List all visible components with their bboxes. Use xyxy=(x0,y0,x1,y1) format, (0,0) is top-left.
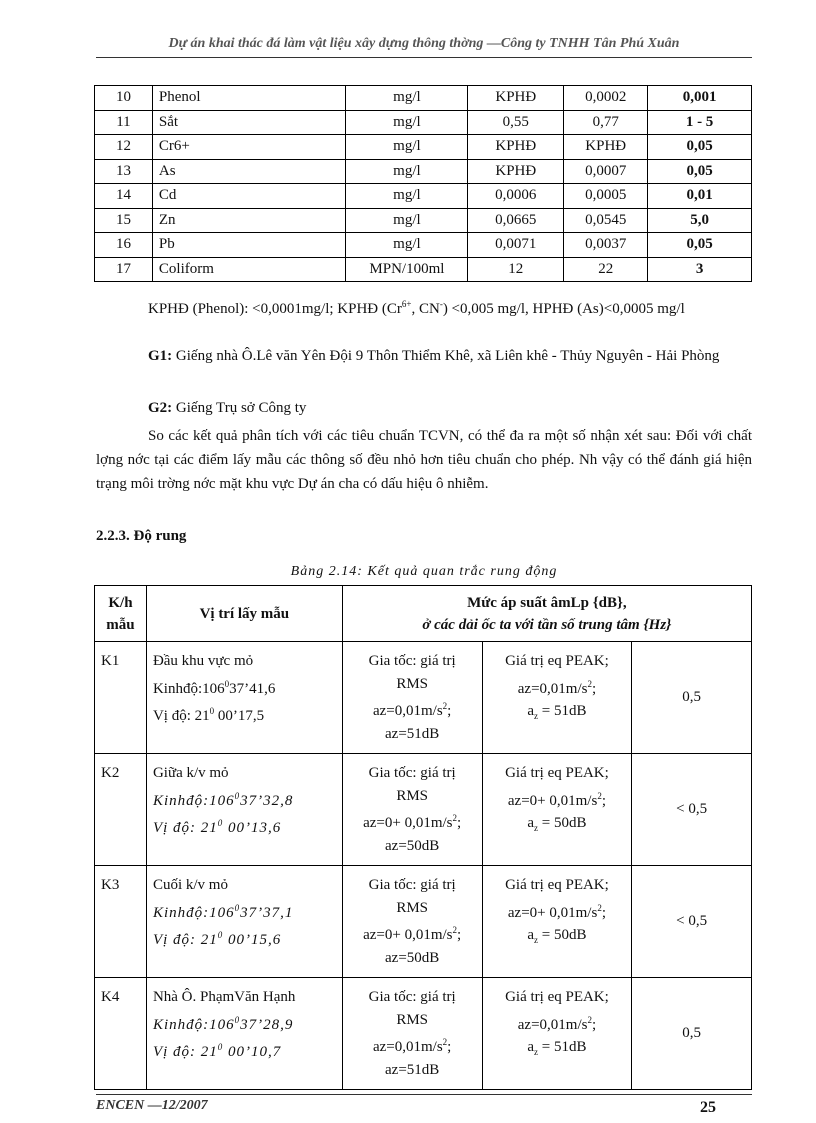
table-row xyxy=(95,257,752,282)
table-row xyxy=(95,754,752,866)
cell-value: 0,5 xyxy=(632,978,752,1090)
cell-no: 15 xyxy=(95,208,153,233)
cell-g1: 0,0071 xyxy=(468,233,564,258)
cell-unit: MPN/100ml xyxy=(346,257,468,282)
cell-location: Cuối k/v mỏ $Kinhđộ:106^037’37,1$ Vị độ: $21^0$ 00’15,6 xyxy=(146,866,342,978)
table-row xyxy=(95,159,752,184)
cell-g1: 12 xyxy=(468,257,564,282)
table-row xyxy=(95,233,752,258)
cell-unit: mg/l xyxy=(346,135,468,160)
table-caption: Bảng 2.14: Kết quả quan trắc rung động xyxy=(290,564,558,579)
g2-note: G2: Giếng Trụ sở Công ty xyxy=(148,400,307,416)
page-number: 25 xyxy=(700,1099,716,1116)
cell-no: 11 xyxy=(95,110,153,135)
cell-no: 12 xyxy=(95,135,153,160)
g1-note: G1: Giếng nhà Ô.Lê văn Yên Đội 9 Thôn Thiểm Khê, xã Liên khê - Thủy Nguyên - Hải Phòng xyxy=(148,348,720,364)
cell-rms: Gia tốc: giá trị RMS $az=0,01m/s^2$; az=51dB xyxy=(342,642,482,754)
water-quality-table xyxy=(94,85,752,282)
header-location: Vị trí lấy mẫu xyxy=(146,586,342,642)
cell-rms: Gia tốc: giá trị RMS $az=0+ 0,01m/s^2$; az=50dB xyxy=(342,866,482,978)
cell-g2: KPHĐ xyxy=(564,135,648,160)
cell-std: 0,05 xyxy=(648,135,752,160)
table-row xyxy=(95,135,752,160)
cell-id: K4 xyxy=(95,978,147,1090)
cell-rms: Gia tốc: giá trị RMS $az=0+ 0,01m/s^2$; az=50dB xyxy=(342,754,482,866)
vibration-table xyxy=(94,585,752,1090)
cell-std: 0,001 xyxy=(648,86,752,111)
cell-g1: 0,0665 xyxy=(468,208,564,233)
cell-std: 3 xyxy=(648,257,752,282)
cell-g1: KPHĐ xyxy=(468,159,564,184)
cell-no: 14 xyxy=(95,184,153,209)
cell-unit: mg/l xyxy=(346,86,468,111)
cell-no: 16 xyxy=(95,233,153,258)
cell-g2: 22 xyxy=(564,257,648,282)
kphd-note: KPHĐ (Phenol): <0,0001mg/l; KPHĐ ($Cr^{6+}$, CN-) <0,005 mg/l, HPHĐ (As)<0,0005 mg/l xyxy=(148,299,685,317)
cell-unit: mg/l xyxy=(346,184,468,209)
cell-peak: Giá trị eq PEAK; $az=0,01m/s^2$; $a_z = 51dB$ xyxy=(482,978,632,1090)
table-row xyxy=(95,86,752,111)
cell-g2: 0,0037 xyxy=(564,233,648,258)
table-row xyxy=(95,208,752,233)
cell-no: 10 xyxy=(95,86,153,111)
header-pressure: Mức áp suất âmLp {dB}, ở các dải ốc ta với tần số trung tâm {Hz} xyxy=(342,586,751,642)
cell-unit: mg/l xyxy=(346,233,468,258)
cell-param: Zn xyxy=(152,208,346,233)
table-row xyxy=(95,866,752,978)
analysis-paragraph: So các kết quả phân tích với các tiêu chuẩn TCVN, có thể đa ra một số nhận xét sau: Đối với chất lợng nớc tại các điểm lấy mẫu các thông số đều nhỏ hơn tiêu chuẩn cho phép. Nh vậy có thể đánh giá hiện trạng môi trờng nớc mặt khu vực Dự án cha có dấu hiệu ô nhiễm. xyxy=(96,428,752,492)
cell-param: Sắt xyxy=(152,110,346,135)
cell-id: K3 xyxy=(95,866,147,978)
table-row xyxy=(95,642,752,754)
cell-g1: 0,0006 xyxy=(468,184,564,209)
cell-location: Đầu khu vực mỏ $Kinhđộ:106^037’41,6$ Vị độ: $21^0$ 00’17,5 xyxy=(146,642,342,754)
cell-unit: mg/l xyxy=(346,159,468,184)
cell-id: K1 xyxy=(95,642,147,754)
cell-param: As xyxy=(152,159,346,184)
table-row xyxy=(95,978,752,1090)
table-row xyxy=(95,184,752,209)
footer-text: ENCEN —12/2007 xyxy=(96,1098,208,1113)
cell-g1: KPHĐ xyxy=(468,86,564,111)
cell-std: 0,05 xyxy=(648,233,752,258)
cell-param: Cd xyxy=(152,184,346,209)
cell-peak: Giá trị eq PEAK; $az=0+ 0,01m/s^2$; $a_z = 50dB$ xyxy=(482,866,632,978)
cell-location: Nhà Ô. PhạmVăn Hạnh $Kinhđộ:106^037’28,9$ Vị độ: $21^0$ 00’10,7 xyxy=(146,978,342,1090)
section-title: 2.2.3. Độ rung xyxy=(96,528,187,544)
cell-no: 13 xyxy=(95,159,153,184)
page-header: Dự án khai thác đá làm vật liệu xây dựng thông thờng —Công ty TNHH Tân Phú Xuân xyxy=(96,36,752,58)
cell-g2: 0,0007 xyxy=(564,159,648,184)
cell-g2: 0,77 xyxy=(564,110,648,135)
cell-rms: Gia tốc: giá trị RMS $az=0,01m/s^2$; az=51dB xyxy=(342,978,482,1090)
cell-id: K2 xyxy=(95,754,147,866)
cell-value: < 0,5 xyxy=(632,754,752,866)
cell-peak: Giá trị eq PEAK; $az=0,01m/s^2$; $a_z = 51dB$ xyxy=(482,642,632,754)
cell-unit: mg/l xyxy=(346,110,468,135)
cell-g1: 0,55 xyxy=(468,110,564,135)
page-footer xyxy=(96,1094,752,1114)
header-kh: K/h mẫu xyxy=(95,586,147,642)
cell-location: Giữa k/v mỏ $Kinhđộ:106^037’32,8$ Vị độ: $21^0$ 00’13,6 xyxy=(146,754,342,866)
cell-param: Phenol xyxy=(152,86,346,111)
cell-g2: 0,0005 xyxy=(564,184,648,209)
cell-value: 0,5 xyxy=(632,642,752,754)
cell-g2: 0,0545 xyxy=(564,208,648,233)
cell-g1: KPHĐ xyxy=(468,135,564,160)
table-row xyxy=(95,110,752,135)
cell-unit: mg/l xyxy=(346,208,468,233)
cell-std: 0,05 xyxy=(648,159,752,184)
cell-param: Pb xyxy=(152,233,346,258)
cell-no: 17 xyxy=(95,257,153,282)
cell-std: 1 - 5 xyxy=(648,110,752,135)
cell-peak: Giá trị eq PEAK; $az=0+ 0,01m/s^2$; $a_z = 50dB$ xyxy=(482,754,632,866)
cell-g2: 0,0002 xyxy=(564,86,648,111)
cell-std: 5,0 xyxy=(648,208,752,233)
cell-param: Coliform xyxy=(152,257,346,282)
cell-param: Cr6+ xyxy=(152,135,346,160)
cell-value: < 0,5 xyxy=(632,866,752,978)
cell-std: 0,01 xyxy=(648,184,752,209)
